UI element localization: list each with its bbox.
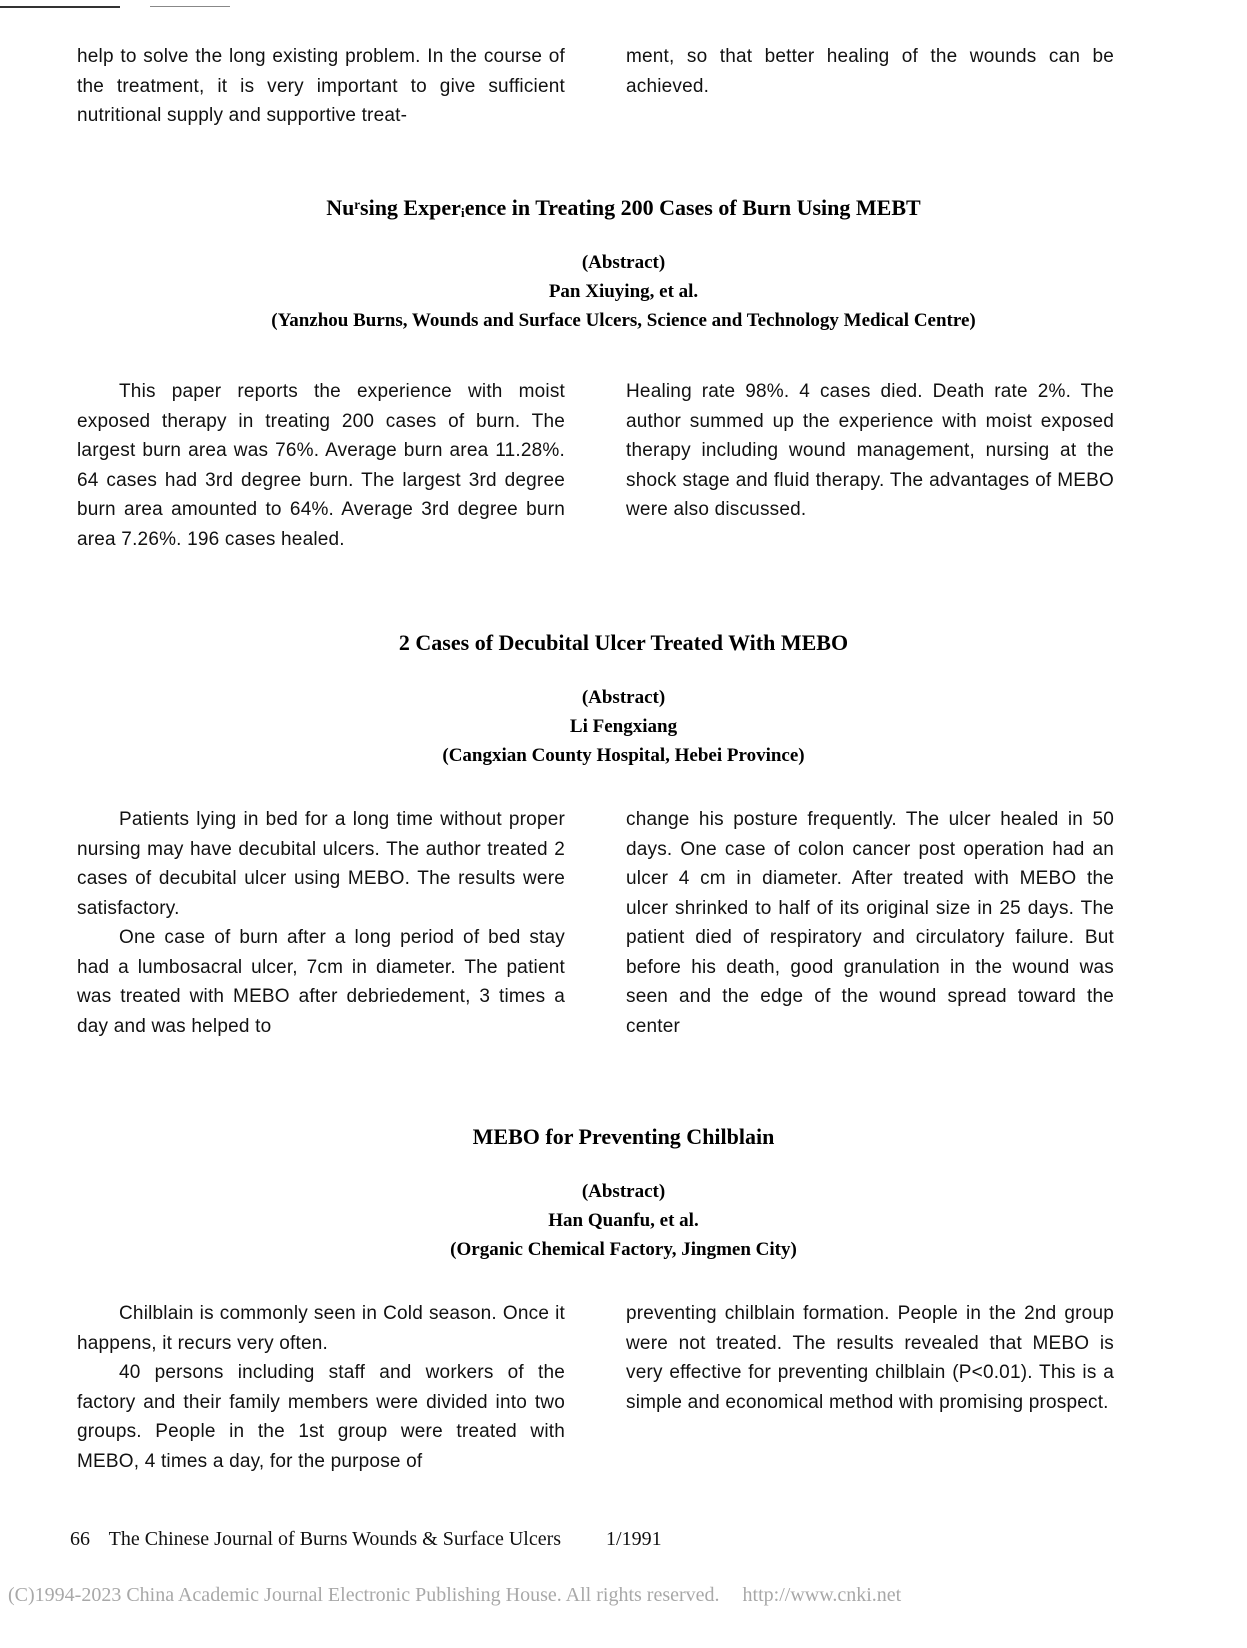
article-3-left-paragraph-1: Chilblain is commonly seen in Cold season. Once it happens, it recurs very often. xyxy=(77,1303,565,1354)
article-3-authors: Han Quanfu, et al. xyxy=(548,1210,699,1231)
article-1-authors: Pan Xiuying, et al. xyxy=(548,281,699,302)
article-1-right-paragraph: Healing rate 98%. 4 cases died. Death rate 2%. The author summed up the experience with moist exposed therapy including wound management, nursing at the shock stage and fluid therapy. The advantages of MEBO were also discussed. xyxy=(626,381,1114,520)
article-1-right-column xyxy=(626,377,1114,525)
article-2-left-paragraph-1: Patients lying in bed for a long time without proper nursing may have decubital ulcers. The author treated 2 cases of decubital ulcer using MEBO. The results were satisfactory. xyxy=(77,809,565,919)
article-2-right-column xyxy=(626,805,1114,1041)
article-3-header xyxy=(0,1122,1247,1264)
continuation-right-paragraph: ment, so that better healing of the wounds can be achieved. xyxy=(626,46,1114,97)
copyright-url[interactable]: http://www.cnki.net xyxy=(742,1584,902,1606)
article-2-label: (Abstract) xyxy=(581,687,666,708)
article-2-left-column xyxy=(77,805,565,1041)
journal-name: The Chinese Journal of Burns Wounds & Surface Ulcers xyxy=(108,1528,562,1550)
issue-number: 1/1991 xyxy=(606,1528,662,1550)
article-1-affiliation: (Yanzhou Burns, Wounds and Surface Ulcers, Science and Technology Medical Centre) xyxy=(271,310,976,331)
copyright-text: (C)1994-2023 China Academic Journal Electronic Publishing House. All rights reserved. xyxy=(8,1584,720,1606)
header-rule-secondary xyxy=(150,6,230,7)
article-1-left-column xyxy=(77,377,565,554)
article-2-left-paragraph-2: One case of burn after a long period of bed stay had a lumbosacral ulcer, 7cm in diameter. The patient was treated with MEBO after debriedement, 3 times a day and was helped to xyxy=(77,927,565,1037)
page-footer xyxy=(70,1528,662,1551)
article-3-right-paragraph: preventing chilblain formation. People in the 2nd group were not treated. The results revealed that MEBO is very effective for preventing chilblain (P<0.01). This is a simple and economical method with promising prospect. xyxy=(626,1303,1114,1413)
header-rule xyxy=(0,6,120,8)
continuation-left-column xyxy=(77,42,565,131)
copyright-notice xyxy=(8,1584,901,1607)
article-2-affiliation: (Cangxian County Hospital, Hebei Province) xyxy=(442,745,805,766)
article-1-label: (Abstract) xyxy=(581,252,666,273)
article-3-left-column xyxy=(77,1299,565,1476)
article-2-right-paragraph: change his posture frequently. The ulcer healed in 50 days. One case of colon cancer post operation had an ulcer 4 cm in diameter. After treated with MEBO the ulcer shrinked to half of its original size in 25 days. The patient died of respiratory and circulatory failure. But before his death, good granulation in the wound was seen and the edge of the wound spread toward the center xyxy=(626,809,1114,1037)
article-3-label: (Abstract) xyxy=(581,1181,666,1202)
article-2-title: 2 Cases of Decubital Ulcer Treated With MEBO xyxy=(398,630,849,655)
continuation-right-column xyxy=(626,42,1114,101)
article-2-authors: Li Fengxiang xyxy=(569,716,678,737)
continuation-left-paragraph: help to solve the long existing problem. In the course of the treatment, it is very important to give sufficient nutritional supply and supportive treat- xyxy=(77,46,565,126)
article-1-title: Nuʳsing Experᵢence in Treating 200 Cases of Burn Using MEBT xyxy=(326,195,921,220)
article-3-title: MEBO for Preventing Chilblain xyxy=(472,1124,775,1149)
article-3-left-paragraph-2: 40 persons including staff and workers of the factory and their family members were divided into two groups. People in the 1st group were treated with MEBO, 4 times a day, for the purpose of xyxy=(77,1362,565,1472)
article-3-affiliation: (Organic Chemical Factory, Jingmen City) xyxy=(450,1239,797,1260)
article-1-header xyxy=(0,193,1247,335)
article-2-header xyxy=(0,628,1247,770)
article-3-right-column xyxy=(626,1299,1114,1417)
page-number: 66 xyxy=(70,1528,90,1550)
article-1-left-paragraph: This paper reports the experience with moist exposed therapy in treating 200 cases of burn. The largest burn area was 76%. Average burn area 11.28%. 64 cases had 3rd degree burn. The largest 3rd degree burn area amounted to 64%. Average 3rd degree burn area 7.26%. 196 cases healed. xyxy=(77,381,565,550)
